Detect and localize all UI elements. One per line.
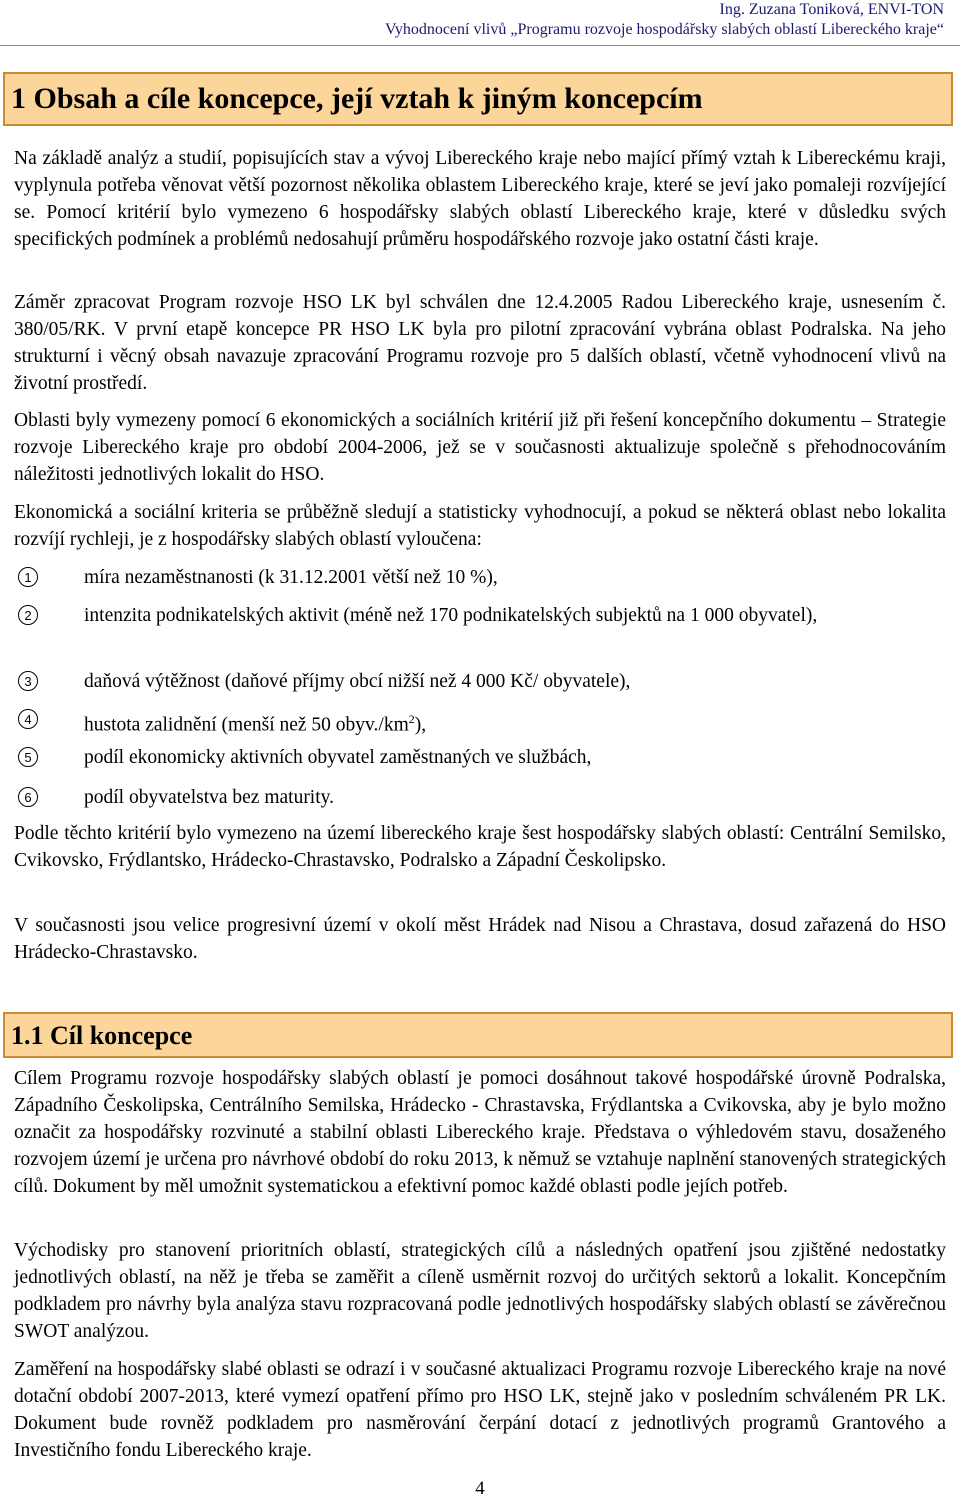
header-divider [0,45,960,46]
paragraph: V současnosti jsou velice progresivní území v okolí měst Hrádek nad Nisou a Chrastava, dosud zařazená do HSO Hrádecko-Chrastavsko. [14,915,946,963]
header-author: Ing. Zuzana Toniková, ENVI-TON [719,1,944,18]
header-doc-title: Vyhodnocení vlivů „Programu rozvoje hospodářsky slabých oblastí Libereckého kraje“ [385,21,944,38]
section-1-1-heading: 1.1 Cíl koncepce [11,1021,193,1050]
list-item-text: intenzita podnikatelských aktivit (méně než 170 podnikatelských subjektů na 1 000 obyvatel), [84,605,818,626]
circled-number-6: 6 [18,787,38,807]
list-item-text: míra nezaměstnanosti (k 31.12.2001 větší než 10 %), [84,567,498,588]
paragraph: Cílem Programu rozvoje hospodářsky slabých oblastí je pomoci dosáhnout takové hospodářské úrovně Podralska, Západního Českolipska, Centrálního Semilska, Hrádecko - Chrastavska, Frýdlantska a Cvikovska, aby je bylo možno označit za hospodářsky rozvinuté a stabilní oblasti Libereckého kraje. Představa o výhledovém stavu, dosaženého rozvojem území je určena pro návrhové období do roku 2013, k němuž se vztahuje naplnění stanovených strategických cílů. Dokument by měl umožnit systematickou a efektivní pomoc každé oblasti podle jejích potřeb. [14,1068,946,1197]
paragraph: Zaměření na hospodářsky slabé oblasti se odrazí i v současné aktualizaci Programu rozvoje Libereckého kraje na nové dotační období 2007-2013, které vymezí opatření přímo pro HSO LK, stejně jako v posledním schváleném PR LK. Dokument bude rovněž podkladem pro nasměrování čerpání dotací z jednotlivých programů Grantového a Investičního fondu Libereckého kraje. [14,1359,946,1461]
paragraph: Podle těchto kritérií bylo vymezeno na území libereckého kraje šest hospodářsky slabých oblastí: Centrální Semilsko, Cvikovsko, Frýdlantsko, Hrádecko-Chrastavsko, Podralsko a Západní Českolipsko. [14,823,946,871]
circled-number-3: 3 [18,671,38,691]
paragraph: Východisky pro stanovení prioritních oblastí, strategických cílů a následných opatření jsou zjištěné nedostatky jednotlivých oblastí, na něž je třeba se zaměřit a cíleně usměrnit rozvoj do určitých sektorů a lokalit. Koncepčním podkladem pro návrhy byla analýza stavu rozpracovaná podle jednotlivých hospodářsky slabých oblastí se závěrečnou SWOT analýzou. [14,1240,946,1342]
superscript: 2 [408,712,415,726]
list-item-text [84,706,946,739]
section-1-1-heading-box [3,1012,953,1058]
circled-number-1: 1 [18,567,38,587]
list-item-text-end: ), [414,714,427,736]
paragraph: Oblasti byly vymezeny pomocí 6 ekonomických a sociálních kritérií již při řešení koncepčního dokumentu – Strategie rozvoje Libereckého kraje pro období 2004-2006, jež se v současnosti aktualizuje společně s přehodnocováním náležitosti jednotlivých lokalit do HSO. [14,410,946,485]
section-1-heading: 1 Obsah a cíle koncepce, její vztah k jiným koncepcím [11,82,703,115]
page-number: 4 [475,1478,485,1499]
page-header [385,0,944,40]
list-item-text-main: hustota zalidnění (menší než 50 obyv./km [84,714,409,736]
list-item-text: podíl obyvatelstva bez maturity. [84,787,335,808]
paragraph: Na základě analýz a studií, popisujících stav a vývoj Libereckého kraje nebo mající přímý vztah k Libereckému kraji, vyplynula potřeba věnovat větší pozornost několika oblastem Libereckého kraje, které se jeví jako pomaleji rozvíjející se. Pomocí kritérií bylo vymezeno 6 hospodářsky slabých oblastí Libereckého kraje, které v důsledku svých specifických podmínek a problémů nedosahují průměru hospodářského rozvoje jako ostatní části kraje. [14,148,946,250]
paragraph: Ekonomická a sociální kriteria se průběžně sledují a statisticky vyhodnocují, a pokud se některá oblast nebo lokalita rozvíjí rychleji, je z hospodářsky slabých oblastí vyloučena: [14,502,946,550]
list-item-text: daňová výtěžnost (daňové příjmy obcí nižší než 4 000 Kč/ obyvatele), [84,671,631,692]
section-1-heading-box [3,72,953,126]
circled-number-5: 5 [18,747,38,767]
circled-number-4: 4 [18,709,38,729]
paragraph: Záměr zpracovat Program rozvoje HSO LK byl schválen dne 12.4.2005 Radou Libereckého kraje, usnesením č. 380/05/RK. V první etapě koncepce PR HSO LK byla pro pilotní zpracování vybrána oblast Podralska. Na jeho strukturní i věcný obsah navazuje zpracování Programu rozvoje pro 5 dalších oblastí, včetně vyhodnocení vlivů na životní prostředí. [14,292,946,394]
circled-number-2: 2 [18,605,38,625]
list-item-text: podíl ekonomicky aktivních obyvatel zaměstnaných ve službách, [84,747,592,768]
